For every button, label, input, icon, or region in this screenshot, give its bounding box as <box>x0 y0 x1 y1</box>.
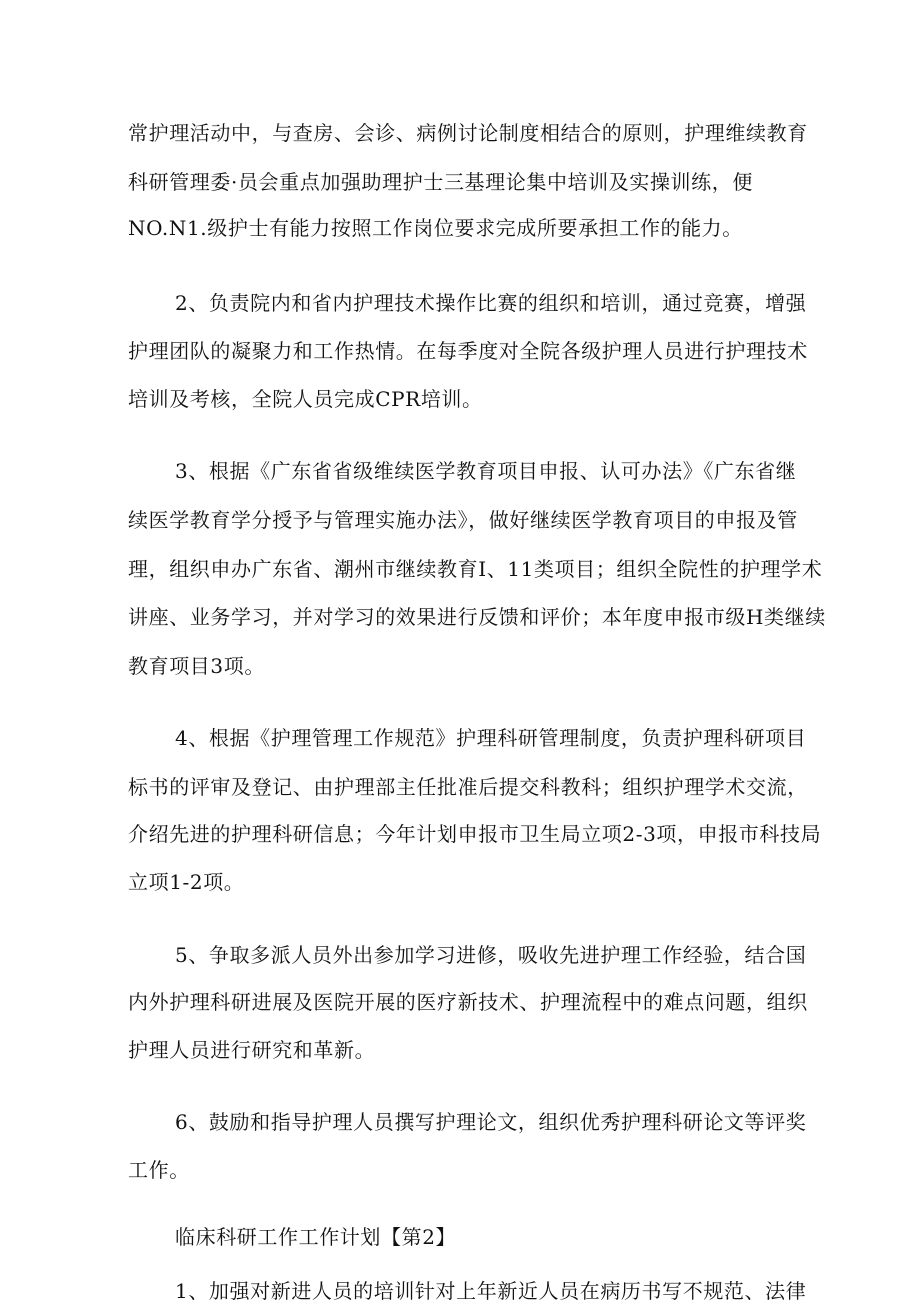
text-line: 立项1-2项。 <box>128 870 245 894</box>
text-line: 续医学教育学分授予与管理实施办法》，做好继续医学教育项目的申报及管 <box>128 508 798 532</box>
text-line: 工作。 <box>128 1158 190 1182</box>
text-line: 教育项目3项。 <box>128 654 265 678</box>
paragraph-4-line: 4、根据《护理管理工作规范》护理科研管理制度，负责护理科研项目 <box>175 726 807 750</box>
text-line: 介绍先进的护理科研信息；今年计划申报市卫生局立项2-3项，申报市科技局 <box>128 822 822 846</box>
paragraph-3-line: 3、根据《广东省省级维续医学教育项目申报、认可办法》《广东省继 <box>175 459 797 483</box>
text-line: 讲座、业务学习，并对学习的效果进行反馈和评价；本年度申报市级H类继续 <box>128 605 826 629</box>
paragraph-5-line: 5、争取多派人员外出参加学习进修，吸收先进护理工作经验，结合国 <box>175 943 807 967</box>
text-line: 理，组织申办广东省、潮州市继续教育I、11类项目；组织全院性的护理学术 <box>128 557 823 581</box>
text-line: 常护理活动中，与查房、会诊、病例讨论制度相结合的原则，护理维续教育 <box>128 121 808 145</box>
paragraph-1-line: 1、加强对新进人员的培训针对上年新近人员在病历书写不规范、法律 <box>175 1279 807 1303</box>
text-line: NO.N1.级护士有能力按照工作岗位要求完成所要承担工作的能力。 <box>128 216 743 240</box>
text-line: 科研管理委·员会重点加强助理护士三基理论集中培训及实操训练，便 <box>128 170 753 194</box>
paragraph-2-line: 2、负责院内和省内护理技术操作比赛的组织和培训，通过竞赛，增强 <box>175 291 807 315</box>
paragraph-6-line: 6、鼓励和指导护理人员撰写护理论文，组织优秀护理科研论文等评奖 <box>175 1110 807 1134</box>
text-line: 内外护理科研进展及医院开展的医疗新技术、护理流程中的难点问题，组织 <box>128 990 808 1014</box>
text-line: 培训及考核，全院人员完成CPR培训。 <box>128 387 483 411</box>
text-line: 标书的评审及登记、由护理部主任批准后提交科教科；组织护理学术交流， <box>128 775 808 799</box>
text-line: 护理人员进行研究和革新。 <box>128 1038 376 1062</box>
section-heading: 临床科研工作工作计划【第2】 <box>175 1225 457 1249</box>
text-line: 护理团队的凝聚力和工作热情。在每季度对全院各级护理人员进行护理技术 <box>128 339 808 363</box>
